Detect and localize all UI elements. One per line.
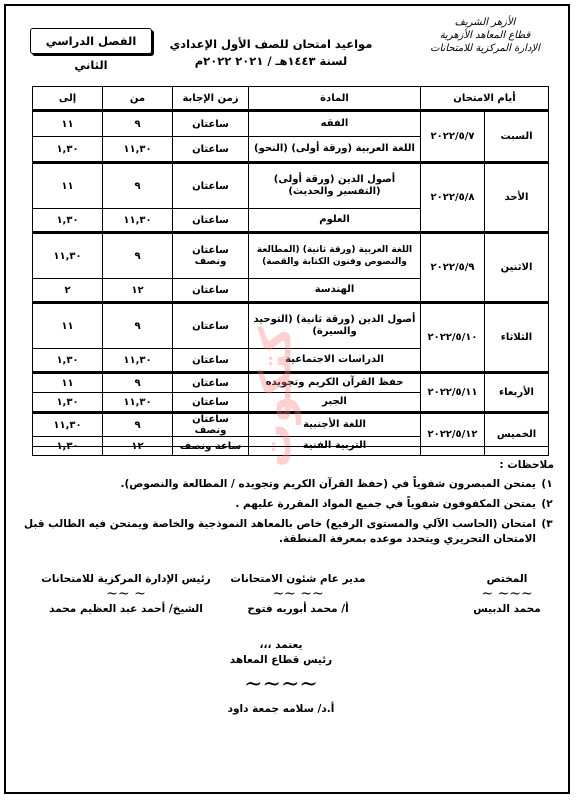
duration-cell: ساعتان xyxy=(173,111,249,137)
header-subject: المادة xyxy=(249,87,421,111)
divider xyxy=(32,446,548,447)
day-name: الاثنين xyxy=(485,233,549,303)
table-row xyxy=(33,111,549,137)
subject-cell: اللغة الأجنبية xyxy=(249,413,421,437)
signature-name: أ.د/ سلامه جمعة داود xyxy=(227,703,335,715)
from-cell: ٩ xyxy=(103,373,173,393)
subject-cell: الدراسات الاجتماعية xyxy=(249,349,421,373)
from-cell: ١٢ xyxy=(103,437,173,456)
day-name: السبت xyxy=(485,111,549,163)
from-cell: ١١,٣٠ xyxy=(103,209,173,233)
day-name: الثلاثاء xyxy=(485,303,549,373)
to-cell: ١,٣٠ xyxy=(33,349,103,373)
signature-name: أ/ محمد أبوريه فتوح xyxy=(247,603,349,615)
to-cell: ١١ xyxy=(33,303,103,349)
day-date: ٢٠٢٢/٥/٧ xyxy=(421,111,485,163)
to-cell: ١,٣٠ xyxy=(33,137,103,163)
watermark: كتكوت xyxy=(250,326,302,468)
note-number: ٣) xyxy=(541,518,553,530)
table-row xyxy=(33,413,549,437)
from-cell: ٩ xyxy=(103,233,173,279)
director-signature xyxy=(218,572,378,617)
subject-cell: العلوم xyxy=(249,209,421,233)
subject-cell: أصول الدين (ورقة ثانية) (التوحيد والسيرة) xyxy=(249,303,421,349)
note-text: يمتحن المكفوفون شفوياً في جميع المواد المقررة عليهم . xyxy=(235,498,536,510)
day-date: ٢٠٢٢/٥/١٠ xyxy=(421,303,485,373)
day-name: الأربعاء xyxy=(485,373,549,413)
signature-title: مدير عام شئون الامتحانات xyxy=(230,573,366,585)
to-cell: ١,٣٠ xyxy=(33,393,103,413)
duration-cell: ساعتان xyxy=(173,349,249,373)
logo-line: الأزهر الشريف xyxy=(454,17,516,28)
duration-cell: ساعتان ونصف xyxy=(173,413,249,437)
handwritten-signature: ~ ~~ xyxy=(106,586,146,602)
duration-cell: ساعتان xyxy=(173,393,249,413)
note-number: ٢) xyxy=(541,498,553,510)
notes-title: ملاحظات : xyxy=(499,459,554,471)
handwritten-signature: ~~~~ xyxy=(244,672,318,697)
to-cell: ١١,٣٠ xyxy=(33,413,103,437)
from-cell: ١١,٣٠ xyxy=(103,349,173,373)
to-cell: ١,٣٠ xyxy=(33,437,103,456)
duration-cell: ساعتان xyxy=(173,209,249,233)
from-cell: ٩ xyxy=(103,163,173,209)
subject-cell: اللغة العربية (ورقة أولى) (النحو) xyxy=(249,137,421,163)
day-date: ٢٠٢٢/٥/٨ xyxy=(421,163,485,233)
signature-name: الشيخ/ أحمد عبد العظيم محمد xyxy=(49,603,203,615)
header-to: إلى xyxy=(33,87,103,111)
from-cell: ٩ xyxy=(103,413,173,437)
day-name: الخميس xyxy=(485,413,549,456)
duration-cell: ساعتان ونصف xyxy=(173,233,249,279)
duration-cell: ساعتان xyxy=(173,137,249,163)
term-badge: الفصل الدراسي الثاني xyxy=(30,28,152,54)
to-cell: ١١,٣٠ xyxy=(33,233,103,279)
central-admin-signature xyxy=(26,572,226,617)
signature-title: المختص xyxy=(486,573,528,585)
table-row xyxy=(33,233,549,279)
subject-cell: حفظ القرآن الكريم وتجويده xyxy=(249,373,421,393)
to-cell: ١١ xyxy=(33,111,103,137)
from-cell: ١١,٣٠ xyxy=(103,137,173,163)
handwritten-signature: ~~~ ~ xyxy=(481,586,533,602)
signature-title: رئيس قطاع المعاهد xyxy=(229,654,333,666)
to-cell: ١١ xyxy=(33,373,103,393)
table-row xyxy=(33,373,549,393)
approval-signature xyxy=(196,638,366,717)
note-item xyxy=(24,497,554,512)
specialist-signature xyxy=(462,572,552,617)
signature-title: رئيس الإدارة المركزية للامتحانات xyxy=(41,573,211,585)
signature-name: محمد الدبيس xyxy=(473,603,541,615)
duration-cell: ساعتان xyxy=(173,279,249,303)
table-header-row xyxy=(33,87,549,111)
subject-cell: الفقه xyxy=(249,111,421,137)
table-row xyxy=(33,303,549,349)
document-title xyxy=(156,36,386,70)
note-item xyxy=(24,517,554,547)
note-text: يمتحن المبصرون شفوياً في (حفظ القرآن الكريم وتجويده / المطالعة والنصوص). xyxy=(120,478,536,490)
approval-text: يعتمد ،،، xyxy=(259,639,303,651)
handwritten-signature: ~~ ~~ xyxy=(272,586,324,602)
header-days: أيام الامتحان xyxy=(421,87,549,111)
from-cell: ٩ xyxy=(103,111,173,137)
duration-cell: ساعتان xyxy=(173,163,249,209)
subject-cell: الهندسة xyxy=(249,279,421,303)
table-row xyxy=(33,163,549,209)
note-text: امتحان (الحاسب الآلي والمستوى الرفيع) خاص بالمعاهد النموذجية والخاصة ويمتحن فيه الطالب قبل الامتحان التحريري ويتحدد موعده بمعرفة المنطقة. xyxy=(23,518,536,545)
day-date: ٢٠٢٢/٥/١٢ xyxy=(421,413,485,456)
institution-header xyxy=(410,16,560,55)
day-date: ٢٠٢٢/٥/٩ xyxy=(421,233,485,303)
note-number: ١) xyxy=(541,478,553,490)
duration-cell: ساعتان xyxy=(173,303,249,349)
subject-cell: أصول الدين (ورقة أولى) (التفسير والحديث) xyxy=(249,163,421,209)
day-name: الأحد xyxy=(485,163,549,233)
subject-cell: التربية الفنية xyxy=(249,437,421,456)
logo-line: الإدارة المركزية للامتحانات xyxy=(430,43,540,54)
title-line-1: مواعيد امتحان للصف الأول الإعدادي xyxy=(169,37,373,51)
note-item xyxy=(24,477,554,492)
duration-cell: ساعة ونصف xyxy=(173,437,249,456)
subject-cell: اللغة العربية (ورقة ثانية) (المطالعة والنصوص وفنون الكتابة والقصة) xyxy=(249,233,421,279)
day-date: ٢٠٢٢/٥/١١ xyxy=(421,373,485,413)
title-line-2: لسنة ١٤٤٣هـ / ٢٠٢١ ٢٠٢٢م xyxy=(194,54,348,68)
duration-cell: ساعتان xyxy=(173,373,249,393)
header-duration: زمن الإجابة xyxy=(173,87,249,111)
to-cell: ١,٣٠ xyxy=(33,209,103,233)
logo-line: قطاع المعاهد الأزهرية xyxy=(439,30,531,41)
from-cell: ١١,٣٠ xyxy=(103,393,173,413)
from-cell: ١٢ xyxy=(103,279,173,303)
exam-schedule-page xyxy=(4,4,570,794)
from-cell: ٩ xyxy=(103,303,173,349)
notes-section xyxy=(24,458,554,552)
to-cell: ٢ xyxy=(33,279,103,303)
to-cell: ١١ xyxy=(33,163,103,209)
header-from: من xyxy=(103,87,173,111)
subject-cell: الجبر xyxy=(249,393,421,413)
